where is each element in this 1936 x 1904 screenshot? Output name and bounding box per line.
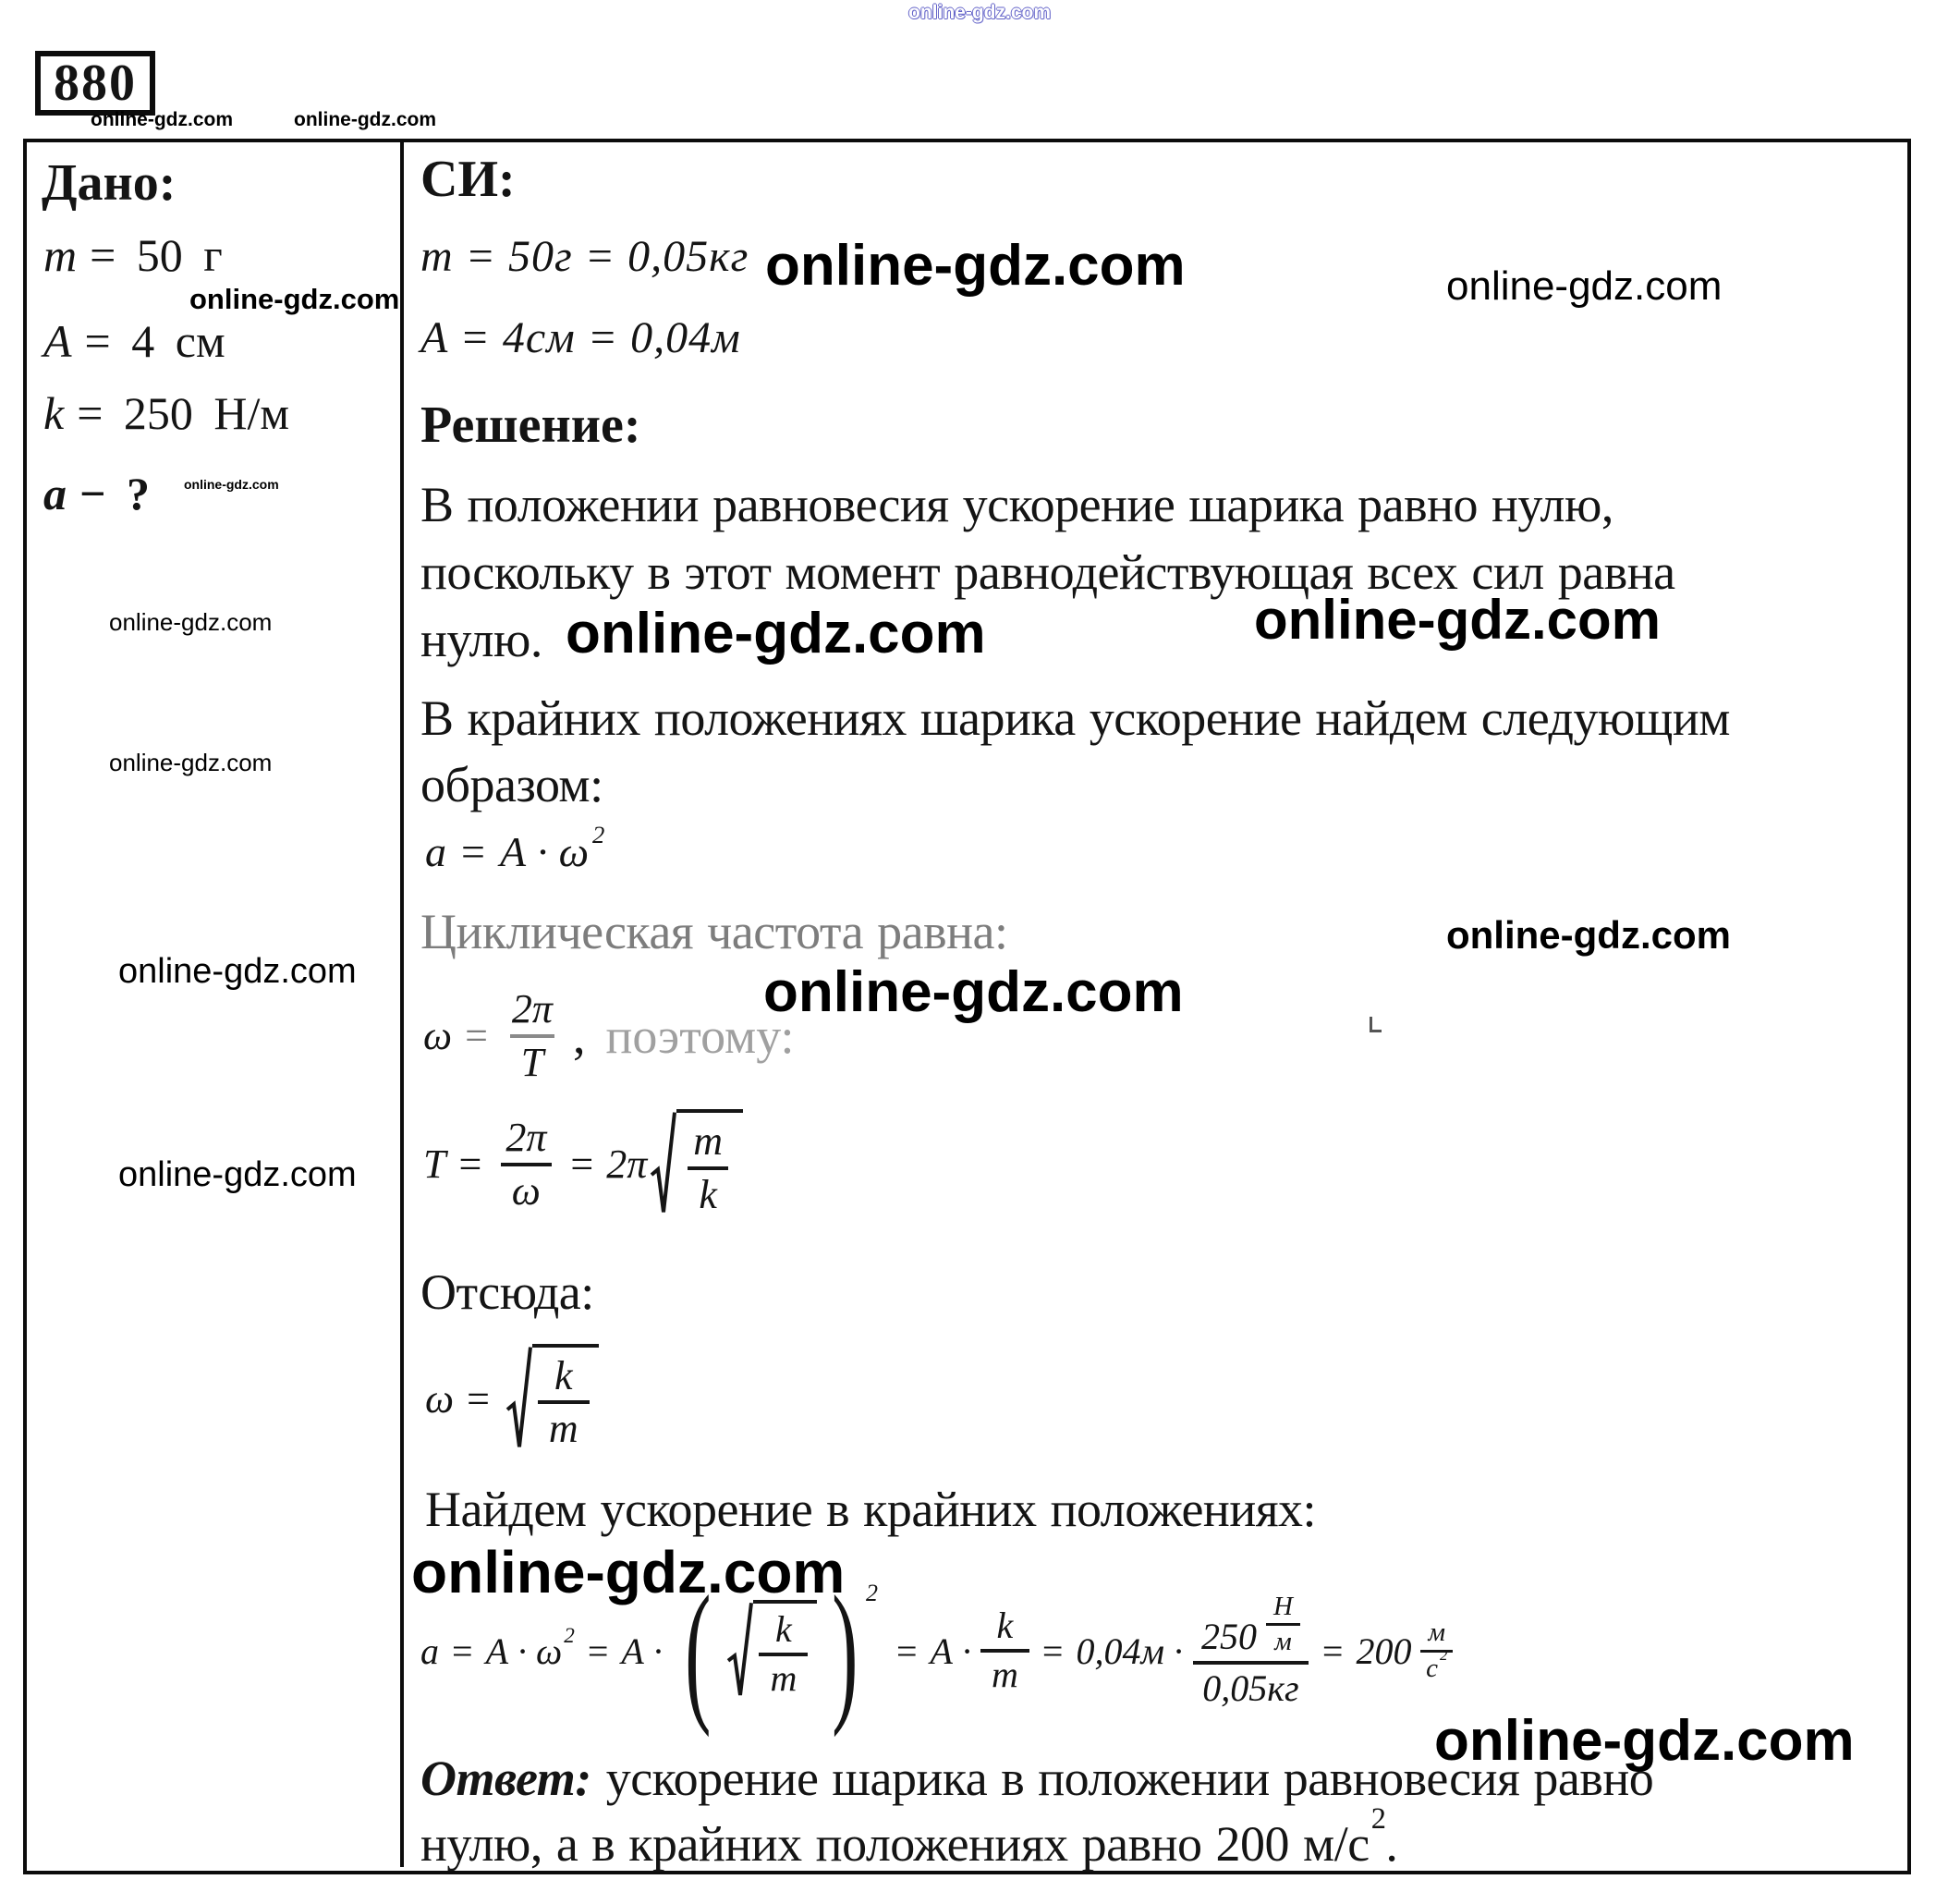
watermark: online-gdz.com [294,109,436,130]
answer-line: нулю, а в крайних положениях равно 200 $м/с^2$. [420,1801,1398,1872]
solution-paragraph-line: нулю. [420,612,542,667]
watermark: online-gdz.com [765,234,1186,298]
formula-acceleration: a = A · ω $^2$ [425,820,607,875]
variable-A: A [43,315,72,367]
value-m: = 50 г [90,229,223,281]
square-root: $\frac{m}{k}$ [649,1109,743,1219]
square-root: $\frac{k}{m}$ [725,1600,817,1702]
problem-number: 880 [54,55,137,112]
watermark: online-gdz.com [908,2,1051,23]
watermark: online-gdz.com [109,749,273,776]
cyclic-frequency-caption: Циклическая частота равна: [420,904,1008,959]
var: a [425,828,448,875]
problem-number-box [35,51,155,116]
watermark: online-gdz.com [184,477,279,492]
given-row [43,386,289,440]
watermark: online-gdz.com [1446,913,1731,957]
right-paren: ) [832,1563,858,1738]
value-A: = 4 см [84,315,225,367]
radical-icon [649,1109,676,1219]
watermark: online-gdz.com [109,608,273,636]
variable-m: m [43,229,78,281]
watermark: online-gdz.com [1446,263,1723,309]
naydem-caption: Найдем ускорение в крайних положениях: [425,1482,1317,1537]
si-title: СИ: [420,151,516,208]
watermark: online-gdz.com [566,602,986,665]
watermark: online-gdz.com [763,960,1184,1024]
variable-k: k [43,387,65,439]
watermark: online-gdz.com [118,952,357,991]
scan-artifact [1370,1017,1382,1032]
watermark: online-gdz.com [91,109,233,130]
watermark: online-gdz.com [189,283,400,315]
square-root: $\frac{k}{m}$ [505,1344,599,1454]
column-divider [400,142,404,1867]
poetomu-caption: поэтому: [605,1007,795,1064]
given-title: Дано: [42,154,177,212]
radical-icon [505,1344,532,1454]
watermark: online-gdz.com [1254,589,1661,651]
answer-label: Ответ: [420,1751,591,1806]
formula-omega-result: ω = $\frac{k}{m}$ [425,1338,601,1459]
formula-final-computation: a = A · ω $^2$ = A · ( $\frac{k}{m}$ ) 2 = A · $\frac{k}{m}$ = 0,04м · 250 Н м 0,05кг = 200 м с $^2$ [420,1571,1453,1730]
answer-line: Ответ: ускорение шарика в положении равновесия равно [420,1751,1654,1806]
watermark: online-gdz.com [1434,1709,1855,1773]
variable-a: a [43,468,67,519]
radical-icon [725,1600,753,1702]
solution-title: Решение: [420,397,641,454]
si-conversion-m: m = 50г = 0,05кг [420,232,749,281]
value-k: = 250 Н/м [77,387,290,439]
formula-period: T = $\frac{2\pi}{\omega}$ = 2π $\frac{m}{k}$ [423,1102,745,1227]
solution-paragraph-line: В положении равновесия ускорение шарика равно нулю, [420,477,1613,532]
given-row [43,314,225,368]
watermark: online-gdz.com [411,1539,846,1605]
given-row-question [43,467,150,520]
si-conversion-A: A = 4см = 0,04м [420,313,741,362]
solution-paragraph-line: В крайних положениях шарика ускорение найдем следующим [420,690,1730,746]
question-mark: − ? [79,468,150,519]
solution-paragraph-line: образом: [420,757,603,812]
formula-omega-definition: ω = $\frac{2\pi}{T}$ , поэтому: [423,986,795,1085]
left-paren: ( [685,1563,712,1738]
given-row [43,228,223,282]
solution-paragraph-line: поскольку в этот момент равнодействующая всех сил равна [420,544,1675,600]
watermark: online-gdz.com [118,1155,357,1194]
otsuda-caption: Отсюда: [420,1264,594,1320]
